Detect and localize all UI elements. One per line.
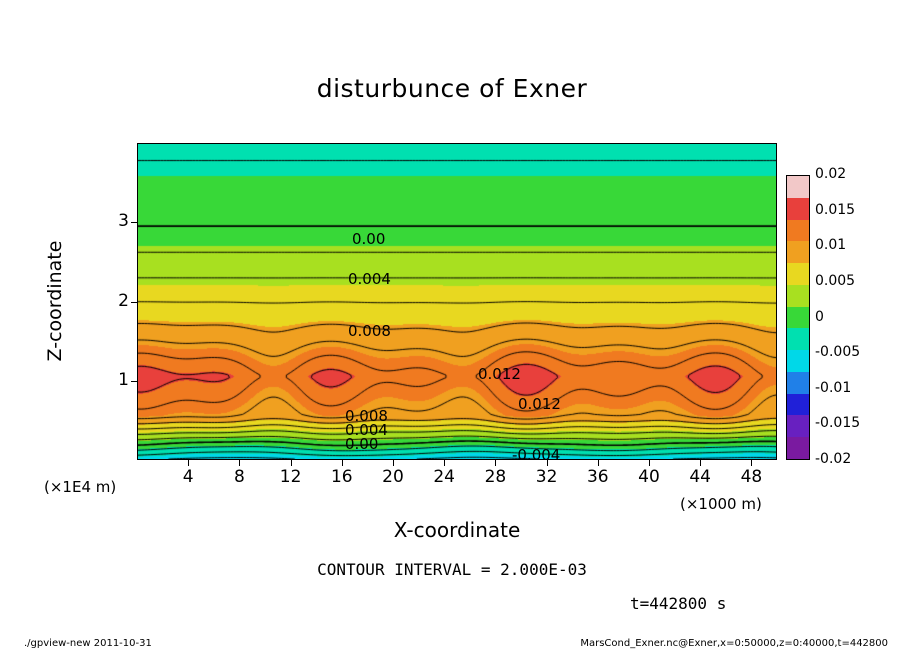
x-tick-mark [342, 460, 343, 466]
x-tick-mark [751, 460, 752, 466]
page-title: disturbunce of Exner [316, 74, 588, 103]
x-tick-label: 16 [330, 467, 353, 487]
y-tick-label: 1 [118, 369, 129, 390]
colorbar-segment [787, 198, 809, 220]
x-tick-label: 44 [689, 467, 711, 487]
x-tick-mark [649, 460, 650, 466]
y-axis-unit: (×1E4 m) [44, 478, 117, 496]
x-axis-unit: (×1000 m) [680, 495, 762, 513]
colorbar [786, 175, 810, 460]
footer-left-text: ./gpview-new 2011-10-31 [24, 638, 152, 649]
x-tick-label: 8 [233, 467, 245, 487]
y-axis-label: Z-coordinate [44, 240, 66, 362]
y-tick-mark [131, 381, 137, 382]
contour-value-label: 0.00 [352, 230, 386, 248]
colorbar-tick-label: 0 [815, 308, 824, 325]
colorbar-segment [787, 263, 809, 285]
x-tick-mark [393, 460, 394, 466]
colorbar-segment [787, 285, 809, 307]
footer-right-text: MarsCond_Exner.nc@Exner,x=0:50000,z=0:40000,t=442800 [580, 638, 888, 649]
contour-value-label: 0.012 [518, 395, 561, 413]
contour-value-label: -0.004 [512, 446, 561, 464]
colorbar-tick-label: 0.005 [815, 272, 856, 289]
x-tick-label: 32 [535, 467, 558, 487]
colorbar-tick-label: 0.015 [815, 201, 856, 218]
colorbar-tick-label: -0.02 [815, 451, 852, 467]
colorbar-tick-label: 0.01 [815, 237, 847, 254]
y-tick-mark [131, 222, 137, 223]
colorbar-tick-label: 0.02 [815, 166, 847, 182]
x-tick-mark [239, 460, 240, 466]
contour-plot-canvas [138, 144, 776, 459]
colorbar-segment [787, 241, 809, 263]
time-label: t=442800 s [630, 594, 727, 613]
x-tick-label: 4 [182, 467, 194, 487]
colorbar-segment [787, 372, 809, 394]
colorbar-segment [787, 307, 809, 329]
colorbar-tick-label: -0.015 [815, 415, 861, 432]
x-tick-mark [291, 460, 292, 466]
y-tick-label: 3 [118, 211, 129, 232]
contour-value-label: 0.004 [348, 270, 391, 288]
contour-value-label: 0.008 [345, 407, 388, 425]
contour-value-label: 0.00 [345, 435, 379, 453]
x-tick-mark [188, 460, 189, 466]
x-tick-label: 12 [279, 467, 302, 487]
contour-value-label: 0.012 [478, 365, 521, 383]
contour-value-label: 0.004 [345, 421, 388, 439]
colorbar-segment [787, 328, 809, 350]
colorbar-segment [787, 437, 809, 459]
colorbar-tick-label: -0.01 [815, 379, 852, 396]
x-tick-mark [495, 460, 496, 466]
x-tick-label: 24 [433, 467, 455, 487]
x-axis-label: X-coordinate [393, 518, 521, 542]
contour-interval-text: CONTOUR INTERVAL = 2.000E-03 [317, 560, 587, 579]
colorbar-segment [787, 350, 809, 372]
colorbar-segment [787, 176, 809, 198]
y-tick-label: 2 [118, 290, 129, 311]
plot-area [137, 143, 777, 460]
y-tick-mark [131, 302, 137, 303]
x-tick-label: 40 [638, 467, 660, 487]
x-tick-mark [700, 460, 701, 466]
colorbar-segment [787, 220, 809, 242]
x-tick-label: 36 [586, 467, 609, 487]
x-tick-label: 48 [740, 467, 763, 487]
colorbar-tick-label: -0.005 [815, 344, 861, 361]
colorbar-segment [787, 394, 809, 416]
x-tick-label: 20 [382, 467, 404, 487]
colorbar-segment [787, 415, 809, 437]
x-tick-label: 28 [484, 467, 507, 487]
x-tick-mark [598, 460, 599, 466]
x-tick-mark [444, 460, 445, 466]
contour-value-label: 0.008 [348, 322, 391, 340]
